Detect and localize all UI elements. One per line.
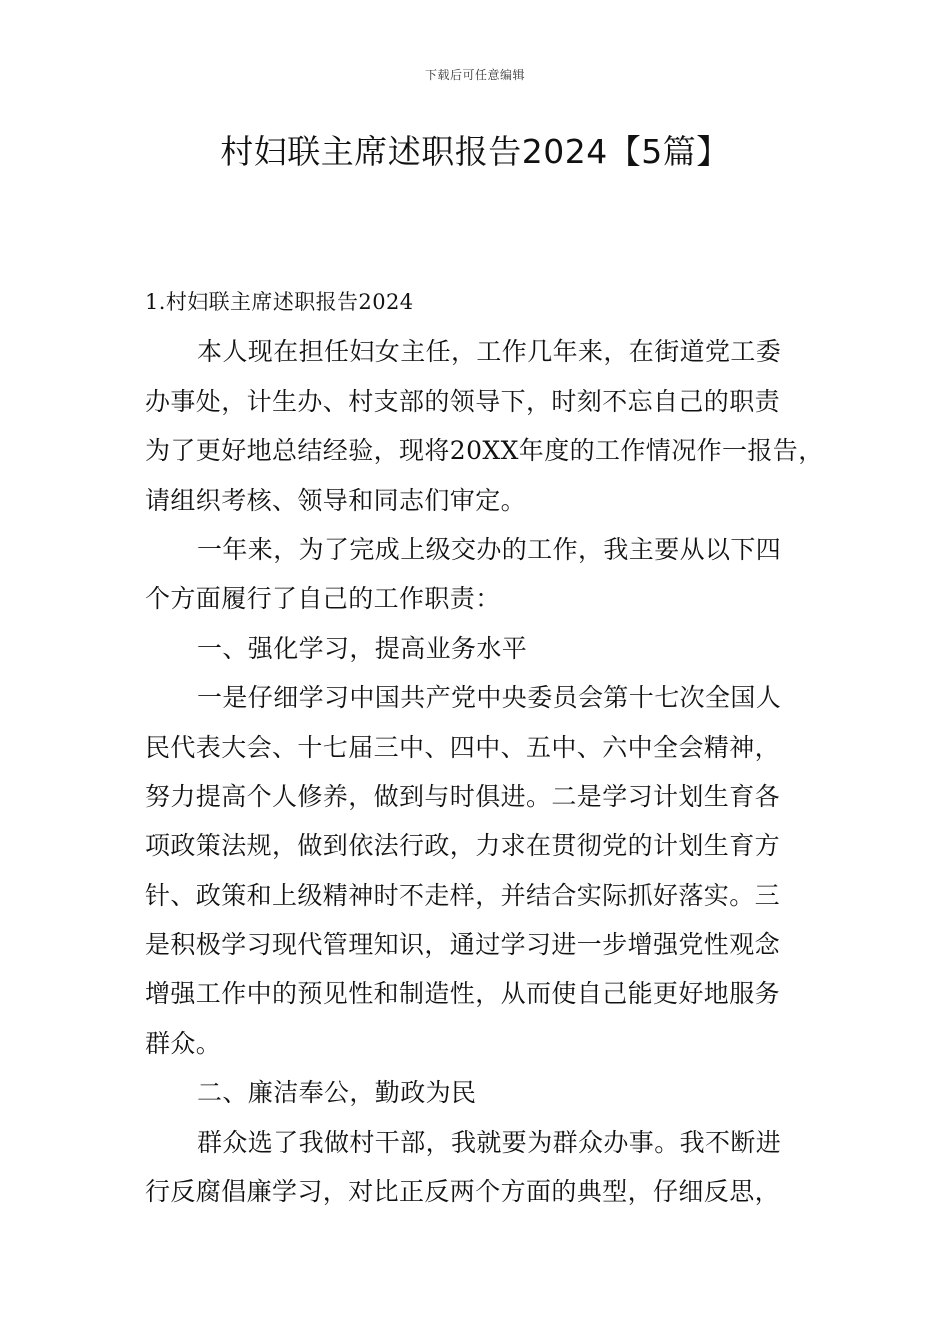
text-line: 一、强化学习，提高业务水平 <box>197 633 528 663</box>
text-line: 本人现在担任妇女主任，工作几年来，在街道党工委 <box>197 337 782 367</box>
text-line: 一是仔细学习中国共产党中央委员会第十七次全国人 <box>197 683 782 713</box>
document-title: 村妇联主席述职报告2024【5篇】 <box>220 132 730 171</box>
text-line: 针、政策和上级精神时不走样，并结合实际抓好落实。三 <box>145 880 781 910</box>
text-line: 群众。 <box>145 1028 222 1058</box>
text-line: 项政策法规，做到依法行政，力求在贯彻党的计划生育方 <box>145 831 781 861</box>
text-line: 请组织考核、领导和同志们审定。 <box>145 485 527 515</box>
text-line: 二、廉洁奉公，勤政为民 <box>197 1078 477 1108</box>
body-text <box>145 278 825 1216</box>
text-line: 为了更好地总结经验，现将20XX年度的工作情况作一报告， <box>145 436 824 466</box>
text-line: 个方面履行了自己的工作职责： <box>145 584 501 614</box>
text-line: 增强工作中的预见性和制造性，从而使自己能更好地服务 <box>145 979 781 1009</box>
text-line: 是积极学习现代管理知识，通过学习进一步增强党性观念 <box>145 930 781 960</box>
text-line: 一年来，为了完成上级交办的工作，我主要从以下四 <box>197 534 782 564</box>
text-line: 努力提高个人修养，做到与时俱进。二是学习计划生育各 <box>145 781 781 811</box>
section-heading: 1.村妇联主席述职报告2024 <box>145 290 414 314</box>
text-line: 民代表大会、十七届三中、四中、五中、六中全会精神， <box>145 732 781 762</box>
text-line: 办事处，计生办、村支部的领导下，时刻不忘自己的职责 <box>145 386 781 416</box>
text-line: 群众选了我做村干部，我就要为群众办事。我不断进 <box>197 1127 782 1157</box>
header-note: 下载后可任意编辑 <box>424 68 525 82</box>
text-line: 行反腐倡廉学习，对比正反两个方面的典型，仔细反思， <box>145 1177 781 1207</box>
